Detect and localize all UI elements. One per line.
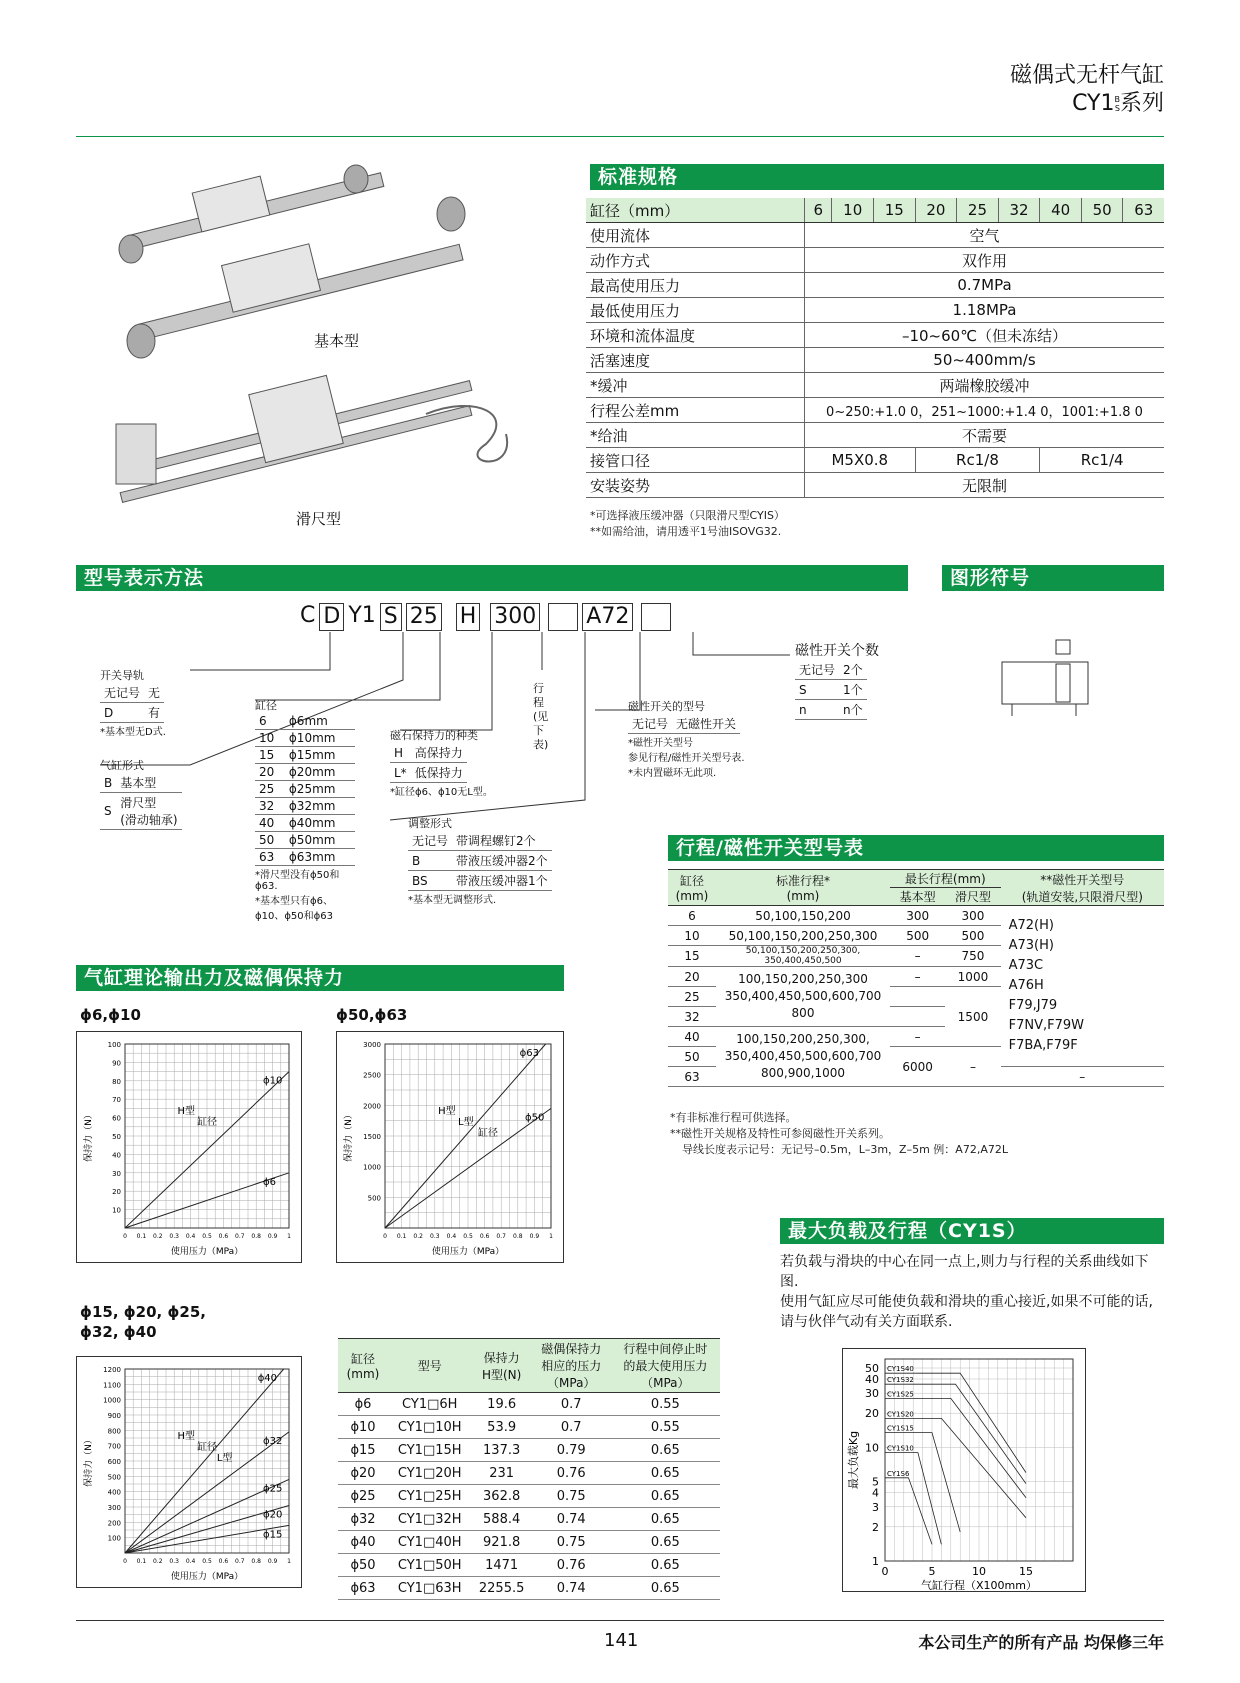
series-label: ϕ15 — [263, 1529, 283, 1541]
spec-table — [586, 198, 1164, 498]
spec-notes: *可选择液压缓冲器（只限滑尺型CYIS） **如需给油，请用透平1号油ISOVG32. — [590, 509, 785, 538]
y-tick-label: 10 — [112, 1206, 121, 1215]
y-tick-label: 1200 — [103, 1366, 121, 1374]
stroke-section-title: 行程/磁性开关型号表 — [668, 835, 1164, 861]
y-tick-label: 500 — [107, 1473, 121, 1482]
x-tick-label: 0 — [123, 1558, 127, 1565]
chart-annotation: 缸径 — [197, 1441, 218, 1453]
y-tick-label: 1000 — [363, 1163, 381, 1172]
y-tick-label: 100 — [107, 1041, 121, 1049]
spec-bore-row: 缸径（mm） 6 10 15 20 25 32 40 50 63 — [586, 198, 1164, 223]
spec-row: *缓冲 两端橡胶缓冲 — [586, 373, 1164, 398]
table-cell: ϕ15 — [338, 1439, 388, 1462]
table-row — [338, 1485, 720, 1508]
chart-annotation: L型 — [216, 1453, 233, 1464]
chart-annotation: H型 — [177, 1430, 196, 1442]
y-tick-label: 2500 — [363, 1071, 381, 1080]
model-section-title: 型号表示方法 — [76, 565, 908, 591]
table-cell: 588.4 — [471, 1508, 531, 1531]
y-tick-label: 1100 — [103, 1381, 121, 1390]
x-tick-label: 0.9 — [267, 1233, 278, 1240]
x-tick-label: 0.6 — [218, 1233, 229, 1240]
series-label: ϕ50 — [525, 1112, 545, 1124]
table-cell: 53.9 — [471, 1416, 531, 1439]
spec-row: 最高使用压力 0.7MPa — [586, 273, 1164, 298]
table-cell: 0.65 — [611, 1577, 720, 1600]
spec-section-title: 标准规格 — [590, 164, 1164, 190]
x-tick-label: 0.2 — [153, 1233, 163, 1240]
series-line — [885, 1373, 1026, 1472]
table-row — [338, 1508, 720, 1531]
x-tick-label: 1 — [549, 1233, 553, 1240]
table-cell: ϕ32 — [338, 1508, 388, 1531]
series-label: CY1S32 — [887, 1376, 914, 1385]
chart3-title: ϕ15, ϕ20, ϕ25, ϕ32, ϕ40 — [80, 1303, 206, 1341]
y-tick-label: 300 — [107, 1504, 121, 1512]
x-tick-label: 0.7 — [496, 1233, 506, 1240]
product-illustrations — [96, 164, 536, 544]
pneumatic-symbol — [1000, 638, 1090, 718]
y-tick-label: 50 — [112, 1133, 121, 1141]
y-tick-label: 1 — [872, 1555, 879, 1568]
spec-row: 活塞速度 50~400mm/s — [586, 348, 1164, 373]
symbol-section-title: 图形符号 — [942, 565, 1164, 591]
table-cell: 0.76 — [532, 1462, 611, 1485]
table-cell: 0.74 — [532, 1577, 611, 1600]
y-tick-label: 900 — [107, 1412, 121, 1420]
table-cell: ϕ50 — [338, 1554, 388, 1577]
y-tick-label: 60 — [112, 1114, 121, 1123]
table-cell: ϕ40 — [338, 1531, 388, 1554]
series-label: ϕ10 — [263, 1075, 283, 1087]
table-cell: 0.65 — [611, 1439, 720, 1462]
model-code: C D Y1 S 25 H 300 A72 — [300, 603, 675, 631]
y-tick-label: 4 — [872, 1486, 879, 1500]
stroke-notes: *有非标准行程可供选择。 **磁性开关规格及特性可参阅磁性开关系列。 导线长度表示记号：无记号–0.5m，L–3m，Z–5m 例：A72,A72L — [670, 1111, 1008, 1156]
y-axis-label: 保持力（N） — [84, 1110, 94, 1162]
series-label: CY1S10 — [887, 1444, 914, 1453]
x-tick-label: 0.5 — [202, 1558, 212, 1565]
table-row — [338, 1554, 720, 1577]
table-cell: 19.6 — [471, 1393, 531, 1416]
spec-row: 动作方式 双作用 — [586, 248, 1164, 273]
series-label: CY1S40 — [887, 1365, 914, 1374]
table-cell: ϕ6 — [338, 1393, 388, 1416]
y-tick-label: 20 — [865, 1407, 879, 1421]
chart-annotation: L型 — [458, 1116, 474, 1128]
y-tick-label: 2000 — [363, 1102, 381, 1111]
x-tick-label: 0.9 — [529, 1233, 540, 1240]
title-line2: CY1B S系列 — [1072, 91, 1164, 116]
page-title — [1010, 62, 1164, 118]
stroke-label: 行程(见下表) — [533, 682, 549, 751]
chart-annotation: 缸径 — [477, 1128, 498, 1139]
x-tick-label: 0 — [123, 1233, 127, 1240]
chart-annotation: 缸径 — [197, 1116, 218, 1128]
x-tick-label: 0.7 — [235, 1558, 245, 1565]
table-cell: 0.65 — [611, 1462, 720, 1485]
x-tick-label: 0.5 — [202, 1233, 212, 1240]
table-cell: 0.55 — [611, 1393, 720, 1416]
title-line1: 磁偶式无杆气缸 — [1009, 63, 1164, 88]
y-tick-label: 2 — [872, 1520, 879, 1534]
load-section-title: 最大负载及行程（CY1S） — [780, 1218, 1164, 1244]
table-cell: 1471 — [471, 1554, 531, 1577]
table-cell: CY1□20H — [388, 1462, 471, 1485]
y-tick-label: 400 — [107, 1488, 121, 1497]
table-cell: CY1□6H — [388, 1393, 471, 1416]
table-cell: 0.74 — [532, 1508, 611, 1531]
x-tick-label: 10 — [972, 1565, 986, 1578]
footer-rule — [76, 1620, 1164, 1621]
y-tick-label: 30 — [112, 1169, 121, 1178]
y-tick-label: 80 — [112, 1077, 121, 1086]
y-tick-label: 3000 — [363, 1041, 381, 1049]
x-tick-label: 0.9 — [267, 1558, 278, 1565]
table-cell: ϕ25 — [338, 1485, 388, 1508]
max-load-chart — [842, 1348, 1086, 1592]
y-tick-label: 200 — [107, 1519, 121, 1528]
series-label: ϕ25 — [263, 1483, 283, 1495]
y-tick-label: 70 — [112, 1096, 121, 1105]
y-tick-label: 90 — [112, 1059, 121, 1068]
table-row — [338, 1462, 720, 1485]
y-tick-label: 5 — [872, 1475, 879, 1489]
y-tick-label: 600 — [107, 1458, 121, 1466]
series-label: ϕ63 — [519, 1048, 539, 1059]
x-axis-label: 使用压力（MPa） — [431, 1247, 505, 1257]
y-tick-label: 10 — [865, 1441, 879, 1455]
spec-row: 最低使用压力 1.18MPa — [586, 298, 1164, 323]
x-axis-label: 气缸行程（X100mm） — [921, 1579, 1037, 1592]
x-tick-label: 5 — [928, 1565, 936, 1578]
chart-annotation: H型 — [438, 1105, 456, 1117]
series-label: CY1S20 — [887, 1410, 914, 1419]
warranty-text: 本公司生产的所有产品 均保修三年 — [918, 1633, 1164, 1652]
table-cell: 0.75 — [532, 1485, 611, 1508]
y-tick-label: 20 — [112, 1188, 121, 1197]
spec-row: 使用流体 空气 — [586, 223, 1164, 248]
force-chart-3 — [76, 1356, 302, 1588]
header-rule — [76, 136, 1164, 137]
x-tick-label: 0.4 — [185, 1558, 196, 1565]
table-cell: 0.7 — [532, 1393, 611, 1416]
series-line — [885, 1478, 932, 1545]
x-tick-label: 0 — [881, 1565, 889, 1578]
series-label: ϕ40 — [257, 1373, 278, 1384]
stroke-table: 缸径 (mm) 标准行程* (mm) 最长行程(mm) **磁性开关型号 (轨道安装,只限滑尺型) 基本型 滑尺型 6 50,100,150,200 300 300 A72(H) A73(H) A73C A76H F79,J79 F7NV,F79W F7BA,F79F 10 50,100,150,200,250,300 500 500 15 50,100,150,200,250,300, 350,400,450,500 – 750 20 100,150,200,250,300 350,400,450,500,600,700 800 – 1000 25 1500 32 40 100,150,200,250,300, 350,400,450,500,600,700 800,900,1000 – 50 6000 – 63 – — [668, 869, 1164, 1087]
switch-count-block: 磁性开关个数 无记号 2个 S 1个 n n个 — [795, 640, 879, 720]
bore-block: 缸径 6 ϕ6mm 10 ϕ10mm 15 ϕ15mm 20 ϕ20mm 25 ϕ25mm 32 ϕ32mm 40 ϕ40mm 50 ϕ50mm 63 ϕ63mm *滑尺型没有ϕ50和ϕ63. *基本型只有ϕ6、ϕ10、ϕ50和ϕ63 — [255, 697, 355, 922]
series-label: CY1S6 — [887, 1469, 910, 1478]
table-cell: ϕ10 — [338, 1416, 388, 1439]
x-tick-label: 0 — [383, 1233, 387, 1240]
y-axis-label: 最大负载Kg — [847, 1430, 860, 1490]
table-row — [338, 1393, 720, 1416]
y-axis-label: 保持力（N） — [84, 1435, 94, 1487]
x-tick-label: 0.7 — [235, 1233, 245, 1240]
adjust-block: 调整形式 无记号 带调程螺钉2个 B 带液压缓冲器2个 BS 带液压缓冲器1个 *基本型无调整形式. — [408, 815, 552, 906]
force-chart-2 — [336, 1031, 564, 1263]
spec-row: *给油 不需要 — [586, 423, 1164, 448]
y-tick-label: 40 — [112, 1151, 121, 1160]
y-tick-label: 1000 — [103, 1396, 121, 1405]
chart-annotation: H型 — [177, 1105, 196, 1117]
series-line — [885, 1384, 1026, 1483]
x-tick-label: 0.3 — [430, 1233, 440, 1240]
y-tick-label: 500 — [367, 1194, 381, 1203]
table-cell: ϕ63 — [338, 1577, 388, 1600]
chart2-title: ϕ50,ϕ63 — [336, 1006, 408, 1024]
force-section-title: 气缸理论输出力及磁偶保持力 — [76, 965, 564, 991]
y-tick-label: 3 — [872, 1500, 879, 1514]
table-cell: 0.65 — [611, 1485, 720, 1508]
series-label: ϕ32 — [263, 1435, 283, 1447]
bore-label: 缸径（mm） — [586, 198, 805, 223]
x-tick-label: 0.6 — [479, 1233, 490, 1240]
force-chart-1 — [76, 1031, 302, 1263]
table-cell: 0.55 — [611, 1416, 720, 1439]
table-cell: CY1□32H — [388, 1508, 471, 1531]
magnet-block: 磁石保持力的种类 H 高保持力 L* 低保持力 *缸径ϕ6、ϕ10无L型。 — [390, 729, 493, 798]
hold-table-body — [338, 1393, 720, 1600]
series-label: CY1S25 — [887, 1390, 914, 1399]
cyl-form-block: 气缸形式 B 基本型 S 滑尺型 (滑动轴承) — [100, 757, 182, 830]
spec-row: 行程公差mm 0~250:+1.0 0，251~1000:+1.4 0，1001:+1.8 0 — [586, 398, 1164, 423]
series-label: ϕ20 — [263, 1509, 283, 1521]
table-cell: 0.65 — [611, 1508, 720, 1531]
switch-type-block: 磁性开关的型号 无记号 无磁性开关 *磁性开关型号 参见行程/磁性开关型号表. *未内置磁环无此项. — [628, 700, 745, 779]
x-tick-label: 0.1 — [136, 1233, 147, 1240]
x-tick-label: 0.3 — [169, 1233, 179, 1240]
x-tick-label: 1 — [287, 1233, 291, 1240]
table-row — [338, 1531, 720, 1554]
y-axis-label: 保持力（N） — [344, 1110, 354, 1162]
spec-row: 安装姿势 无限制 — [586, 473, 1164, 498]
slide-type-label: 滑尺型 — [296, 510, 342, 528]
table-row — [338, 1416, 720, 1439]
table-cell: CY1□25H — [388, 1485, 471, 1508]
x-tick-label: 0.3 — [169, 1558, 179, 1565]
x-tick-label: 0.8 — [251, 1558, 261, 1565]
y-tick-label: 100 — [107, 1534, 121, 1543]
x-tick-label: 0.4 — [185, 1233, 196, 1240]
spec-port-row: 接管口径 M5X0.8 Rc1/8 Rc1/4 — [586, 448, 1164, 473]
hold-force-table: 缸径 (mm) 型号 保持力 H型(N) 磁偶保持力 相应的压力 （MPa） 行程中间停止时 的最大使用压力 （MPa） ϕ6 CY1□6H 19.6 0.7 0.55 ϕ10 CY1□10H 53.9 0.7 0.55 ϕ15 CY1□15H 137.3 0.79 0.65 ϕ20 CY1□20H 231 0.76 0.65 ϕ25 CY1□25H 362.8 0.75 0.65 ϕ32 CY1□32H 588.4 0.74 0.65 ϕ40 CY1□40H 921.8 0.75 0.65 ϕ50 CY1□50H 1471 0.76 0.65 ϕ63 CY1□63H 2255.5 0.74 0.65 — [338, 1338, 720, 1600]
table-cell: 0.65 — [611, 1554, 720, 1577]
table-cell: CY1□63H — [388, 1577, 471, 1600]
table-row — [338, 1439, 720, 1462]
table-cell: 0.75 — [532, 1531, 611, 1554]
series-line — [885, 1418, 1026, 1517]
switch-rail-block: 开关导轨 无记号 无 D 有 *基本型无D式. — [100, 669, 166, 738]
table-cell: 0.65 — [611, 1531, 720, 1554]
x-tick-label: 0.8 — [251, 1233, 261, 1240]
table-cell: 137.3 — [471, 1439, 531, 1462]
x-tick-label: 1 — [287, 1558, 291, 1565]
series-label: CY1S15 — [887, 1424, 914, 1433]
table-cell: CY1□15H — [388, 1439, 471, 1462]
table-cell: 362.8 — [471, 1485, 531, 1508]
table-cell: 0.76 — [532, 1554, 611, 1577]
x-tick-label: 0.8 — [513, 1233, 523, 1240]
y-tick-label: 1500 — [363, 1133, 381, 1141]
table-cell: 2255.5 — [471, 1577, 531, 1600]
y-tick-label: 40 — [865, 1373, 879, 1387]
y-tick-label: 800 — [107, 1427, 121, 1436]
table-cell: CY1□40H — [388, 1531, 471, 1554]
series-label: ϕ6 — [263, 1176, 276, 1188]
chart1-title: ϕ6,ϕ10 — [80, 1006, 141, 1024]
load-description: 若负载与滑块的中心在同一点上,则力与行程的关系曲线如下图. 使用气缸应尽可能使负载和滑块的重心接近,如果不可能的话,请与伙伴气动有关方面联系. — [780, 1254, 1153, 1330]
table-cell: CY1□50H — [388, 1554, 471, 1577]
x-tick-label: 15 — [1019, 1565, 1033, 1578]
table-cell: 0.7 — [532, 1416, 611, 1439]
y-tick-label: 50 — [865, 1361, 879, 1375]
x-tick-label: 0.4 — [446, 1233, 457, 1240]
y-tick-label: 700 — [107, 1442, 121, 1451]
x-axis-label: 使用压力（MPa） — [170, 1247, 244, 1257]
x-tick-label: 0.2 — [413, 1233, 423, 1240]
table-row — [338, 1577, 720, 1600]
page-number: 141 — [604, 1630, 639, 1651]
spec-row: 环境和流体温度 –10~60℃（但未冻结） — [586, 323, 1164, 348]
x-tick-label: 0.2 — [153, 1558, 163, 1565]
table-cell: 921.8 — [471, 1531, 531, 1554]
basic-type-label: 基本型 — [314, 332, 360, 350]
x-tick-label: 0.6 — [218, 1558, 229, 1565]
x-tick-label: 0.1 — [136, 1558, 147, 1565]
x-tick-label: 0.5 — [463, 1233, 473, 1240]
x-axis-label: 使用压力（MPa） — [170, 1572, 244, 1582]
table-cell: CY1□10H — [388, 1416, 471, 1439]
table-cell: ϕ20 — [338, 1462, 388, 1485]
table-cell: 0.79 — [532, 1439, 611, 1462]
y-tick-label: 30 — [865, 1387, 879, 1401]
table-cell: 231 — [471, 1462, 531, 1485]
x-tick-label: 0.1 — [396, 1233, 407, 1240]
